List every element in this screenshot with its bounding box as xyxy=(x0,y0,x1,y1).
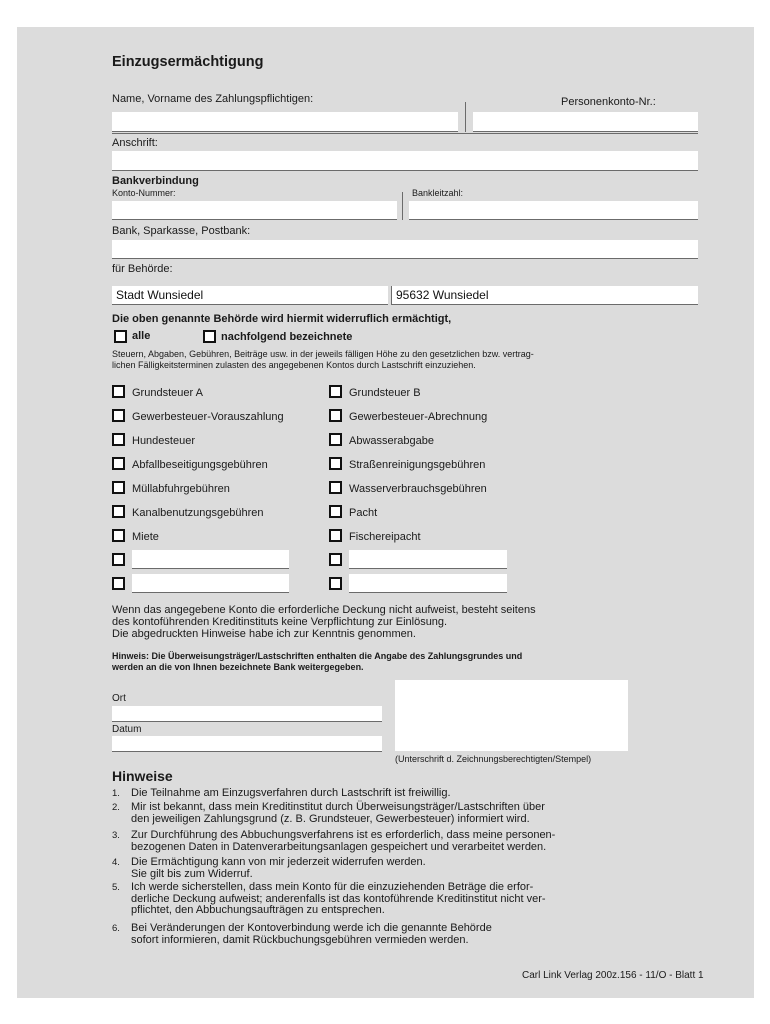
following-checkbox[interactable] xyxy=(203,330,216,343)
hint-text-line: Bei Veränderungen der Kontoverbindung werde ich die genannte Behörde xyxy=(131,922,492,934)
account-no-label: Personenkonto-Nr.: xyxy=(561,96,656,108)
levy-checkbox[interactable] xyxy=(112,505,125,518)
authority-label: für Behörde: xyxy=(112,263,173,275)
hint-text-line: derliche Deckung aufweist; anderenfalls ist das kontoführende Kreditinstitut nicht ver- xyxy=(131,892,546,905)
place-label: Ort xyxy=(112,693,126,704)
hint-text-line: Zur Durchführung des Abbuchungsverfahrens ist es erforderlich, dass meine personen- xyxy=(131,829,556,841)
hint-number: 3. xyxy=(112,830,120,841)
custom-levy-checkbox[interactable] xyxy=(112,553,125,566)
account-number-field[interactable] xyxy=(112,201,397,220)
footer-text: Carl Link Verlag 200z.156 - 11/O - Blatt 1 xyxy=(522,970,704,981)
levy-label: Kanalbenutzungsgebühren xyxy=(132,507,264,519)
levy-checkbox[interactable] xyxy=(112,433,125,446)
levy-label: Müllabfuhrgebühren xyxy=(132,483,230,495)
authorization-description-1: Steuern, Abgaben, Gebühren, Beiträge usw. in der jeweils fälligen Höhe zu den gesetzlichen bzw. vertrag- xyxy=(112,349,534,359)
authority-name-field[interactable] xyxy=(112,286,388,305)
hint-text-line: bezogenen Daten in Datenverarbeitungsanlagen gespeichert und verarbeitet werden. xyxy=(131,840,547,853)
address-field[interactable] xyxy=(112,151,698,171)
address-label: Anschrift: xyxy=(112,137,158,149)
levy-checkbox[interactable] xyxy=(329,433,342,446)
authority-name-value: Stadt Wunsiedel xyxy=(116,288,204,302)
levy-label: Fischereipacht xyxy=(349,531,421,543)
levy-label: Abfallbeseitigungsgebühren xyxy=(132,459,268,471)
levy-checkbox[interactable] xyxy=(329,481,342,494)
levy-label: Wasserverbrauchsgebühren xyxy=(349,483,487,495)
page-title: Einzugsermächtigung xyxy=(112,54,264,70)
bank-name-field[interactable] xyxy=(112,240,698,259)
levy-label: Pacht xyxy=(349,507,378,519)
hint-number: 5. xyxy=(112,882,120,893)
name-field[interactable] xyxy=(112,112,458,132)
authorization-statement: Die oben genannte Behörde wird hiermit widerruflich ermächtigt, xyxy=(112,313,452,325)
levy-label: Gewerbesteuer-Vorauszahlung xyxy=(132,411,284,423)
coverage-notice-line: Die abgedruckten Hinweise habe ich zur Kenntnis genommen. xyxy=(112,628,416,640)
divider xyxy=(402,192,403,220)
signature-caption: (Unterschrift d. Zeichnungsberechtigten/Stempel) xyxy=(395,754,592,764)
personal-account-field[interactable] xyxy=(473,112,698,132)
bank-heading: Bankverbindung xyxy=(112,175,199,187)
hint-text-line: Ich werde sicherstellen, dass mein Konto für die einzuziehenden Beträge die erfor- xyxy=(131,881,534,893)
custom-levy-checkbox[interactable] xyxy=(329,577,342,590)
levy-label: Abwasserabgabe xyxy=(349,435,435,447)
custom-levy-checkbox[interactable] xyxy=(112,577,125,590)
hint-number: 4. xyxy=(112,857,120,868)
authority-city-value: 95632 Wunsiedel xyxy=(396,288,489,302)
date-field[interactable] xyxy=(112,736,382,752)
hint-text-line: pflichtet, den Abbuchungsaufträgen zu entsprechen. xyxy=(131,904,385,916)
levy-checkbox[interactable] xyxy=(329,409,342,422)
hint-text-line: Sie gilt bis zum Widerruf. xyxy=(131,867,253,880)
levy-label: Miete xyxy=(132,531,159,543)
levy-label: Grundsteuer B xyxy=(349,387,421,399)
divider xyxy=(465,102,466,132)
hint-text-line: Mir ist bekannt, dass mein Kreditinstitut durch Überweisungsträger/Lastschriften über xyxy=(131,801,545,813)
levy-checkbox[interactable] xyxy=(112,457,125,470)
authority-city-field[interactable] xyxy=(392,286,698,305)
hint-number: 2. xyxy=(112,802,120,813)
levy-checkbox[interactable] xyxy=(329,385,342,398)
levy-checkbox[interactable] xyxy=(112,385,125,398)
coverage-notice-line: des kontoführenden Kreditinstituts keine Verpflichtung zur Einlösung. xyxy=(112,616,448,628)
custom-levy-field[interactable] xyxy=(349,574,507,593)
levy-label: Gewerbesteuer-Abrechnung xyxy=(349,411,488,423)
levy-label: Straßenreinigungsgebühren xyxy=(349,459,486,471)
following-option-label: nachfolgend bezeichnete xyxy=(221,331,353,343)
place-field[interactable] xyxy=(112,706,382,722)
levy-label: Grundsteuer A xyxy=(132,387,203,399)
hint-text-line: Die Teilnahme am Einzugsverfahren durch Lastschrift ist freiwillig. xyxy=(131,787,451,799)
hints-heading: Hinweise xyxy=(112,768,173,784)
authorization-description-2: lichen Fälligkeitsterminen zulasten des angegebenen Kontos durch Lastschrift einzuziehen. xyxy=(112,360,476,370)
hint-text-line: Die Ermächtigung kann von mir jederzeit widerrufen werden. xyxy=(131,856,426,868)
signature-box[interactable] xyxy=(395,680,628,751)
levy-checkbox[interactable] xyxy=(112,409,125,422)
divider xyxy=(112,133,698,134)
date-label: Datum xyxy=(112,724,142,735)
hint-text-line: sofort informieren, damit Rückbuchungsgebühren vermieden werden. xyxy=(131,933,469,946)
hint-text-line: den jeweiligen Zahlungsgrund (z. B. Grundsteuer, Gewerbesteuer) informiert wird. xyxy=(131,812,530,825)
levy-checkbox[interactable] xyxy=(329,505,342,518)
custom-levy-field[interactable] xyxy=(132,550,289,569)
account-number-label: Konto-Nummer: xyxy=(112,188,176,198)
levy-checkbox[interactable] xyxy=(329,457,342,470)
levy-checkbox[interactable] xyxy=(112,481,125,494)
custom-levy-field[interactable] xyxy=(132,574,289,593)
custom-levy-checkbox[interactable] xyxy=(329,553,342,566)
custom-levy-field[interactable] xyxy=(349,550,507,569)
transfer-notice-line: werden an die von Ihnen bezeichnete Bank weitergegeben. xyxy=(112,662,364,672)
levy-checkbox[interactable] xyxy=(329,529,342,542)
all-option-label: alle xyxy=(132,330,151,342)
all-checkbox[interactable] xyxy=(114,330,127,343)
coverage-notice-line: Wenn das angegebene Konto die erforderliche Deckung nicht aufweist, besteht seitens xyxy=(112,604,536,616)
bank-name-label: Bank, Sparkasse, Postbank: xyxy=(112,225,251,237)
name-label: Name, Vorname des Zahlungspflichtigen: xyxy=(112,93,314,105)
hint-number: 1. xyxy=(112,788,120,799)
bank-code-field[interactable] xyxy=(409,201,698,220)
levy-label: Hundesteuer xyxy=(132,435,195,447)
levy-checkbox[interactable] xyxy=(112,529,125,542)
hint-number: 6. xyxy=(112,923,120,934)
transfer-notice-line: Hinweis: Die Überweisungsträger/Lastschriften enthalten die Angabe des Zahlungsgrundes und xyxy=(112,651,523,661)
bank-code-label: Bankleitzahl: xyxy=(412,188,464,198)
